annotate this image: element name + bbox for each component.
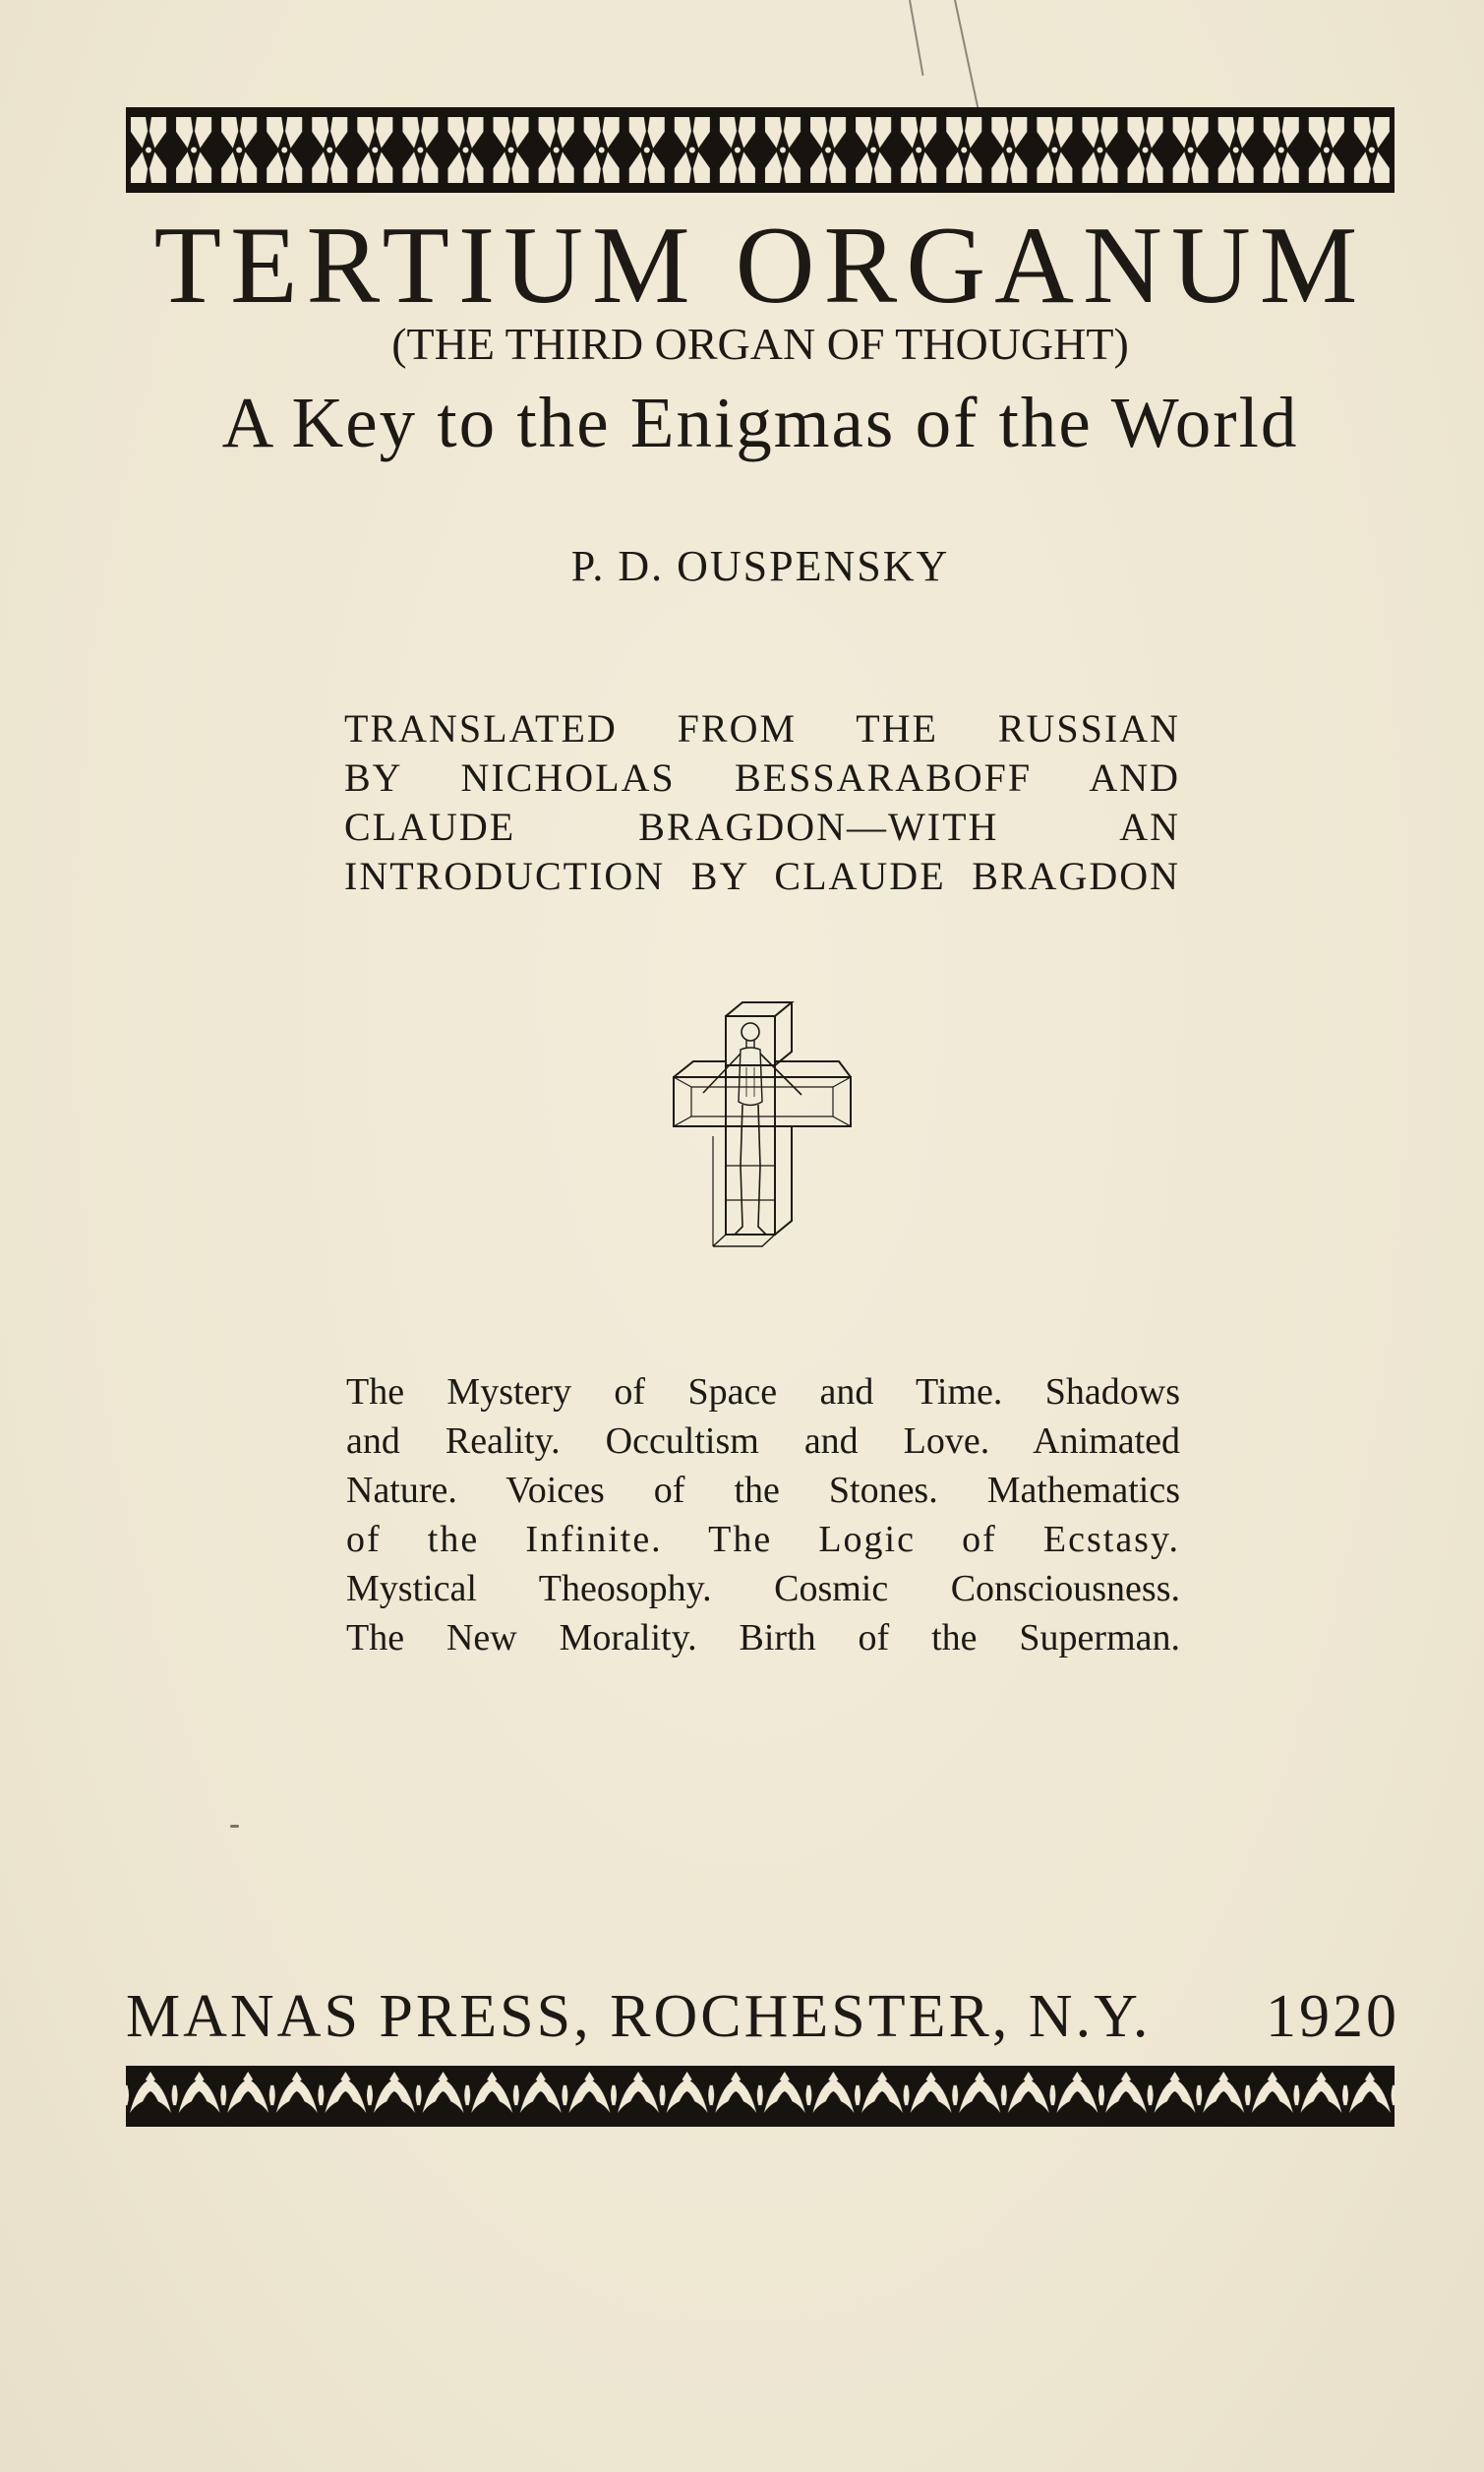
translation-line: BY NICHOLAS BESSARABOFF AND [344, 755, 1180, 800]
paper-thread-mark [954, 0, 979, 111]
translation-line: TRANSLATED FROM THE RUSSIAN [344, 706, 1180, 751]
topics-list [346, 1367, 1180, 1662]
translation-credit [344, 704, 1180, 901]
lattice-ornament-icon [126, 107, 1395, 193]
book-tagline: A Key to the Enigmas of the World [221, 383, 1299, 462]
translation-line: CLAUDE BRAGDON—WITH AN [344, 805, 1180, 849]
paper-speck [230, 1825, 239, 1828]
translation-line: INTRODUCTION BY CLAUDE BRAGDON [344, 854, 1180, 898]
leaf-ornament-icon [126, 2066, 1395, 2127]
topic-line: of the Infinite. The Logic of Ecstasy. [346, 1519, 1180, 1560]
publication-year: 1920 [1266, 1983, 1399, 2050]
publisher-imprint [126, 1979, 1399, 2054]
book-subtitle: (THE THIRD ORGAN OF THOUGHT) [391, 319, 1129, 369]
topic-line: The Mystery of Space and Time. Shadows [346, 1371, 1180, 1413]
publisher-name: MANAS PRESS, ROCHESTER, N.Y. [126, 1983, 1152, 2050]
topic-line: Mystical Theosophy. Cosmic Consciousness. [346, 1568, 1180, 1609]
paper-thread-mark [909, 0, 924, 76]
topic-line: and Reality. Occultism and Love. Animated [346, 1420, 1180, 1462]
tesseract-cross-figure-icon [664, 998, 861, 1256]
book-title: TERTIUM ORGANUM [153, 205, 1367, 327]
author-name: P. D. OUSPENSKY [570, 542, 950, 590]
topic-line: The New Morality. Birth of the Superman. [346, 1617, 1180, 1658]
topic-line: Nature. Voices of the Stones. Mathematics [346, 1470, 1180, 1511]
